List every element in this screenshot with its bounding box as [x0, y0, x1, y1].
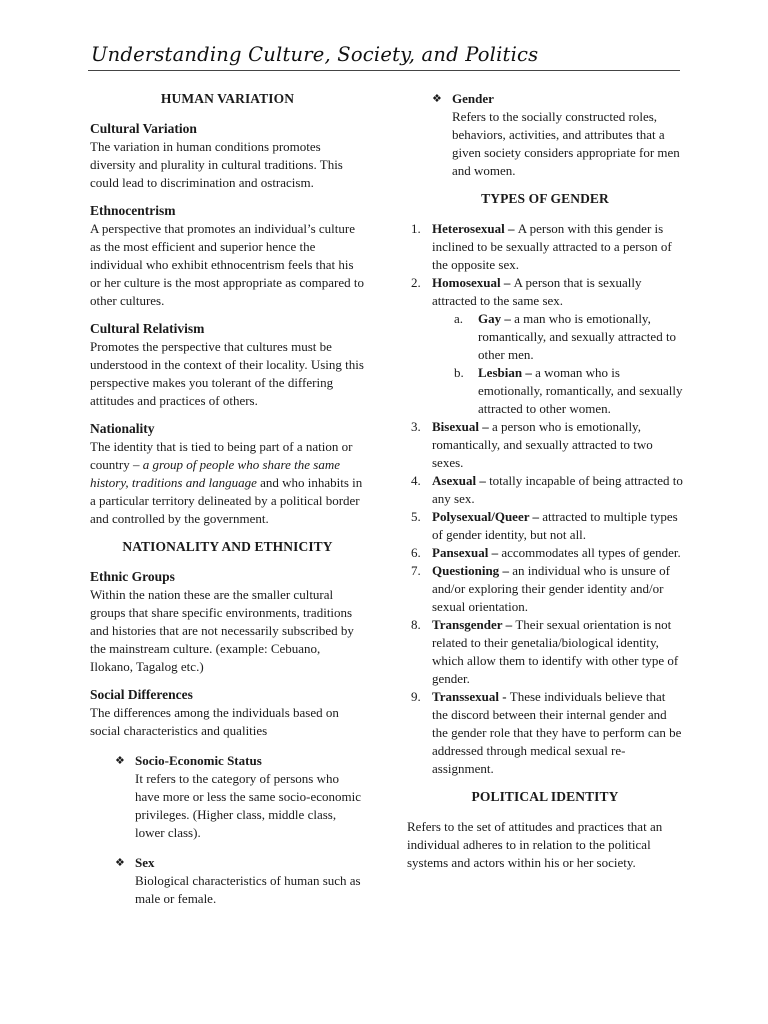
social-differences-title: Social Differences: [90, 687, 193, 702]
diamond-bullet-icon: ❖: [115, 857, 125, 869]
ethnocentrism-text: A perspective that promotes an individual’s culture as the most efficient and superior hence the individual who exhibit ethnocentrism feels that his or her culture is the most appropriate as compared to other cultures.: [90, 221, 364, 308]
gender-text: Refers to the socially constructed roles, behaviors, activities, and attributes that a given society considers appropriate for men and women.: [452, 109, 680, 178]
nationality-text-italic: a group of people who share the same history, traditions and language: [90, 457, 340, 490]
list-item: 8. Transgender – Their sexual orientation is not related to their genetalia/biological identity, which allow them to identify with other type of gender.: [411, 617, 679, 686]
social-differences-text: The differences among the individuals based on social characteristics and qualities: [90, 705, 339, 738]
sex-text: Biological characteristics of human such as male or female.: [135, 873, 361, 906]
ethnic-groups-block: [90, 568, 365, 676]
left-column: [90, 90, 365, 908]
cultural-relativism-title: Cultural Relativism: [90, 321, 205, 336]
nationality-block: [90, 420, 365, 528]
list-item: 3. Bisexual – a person who is emotionally, romantically, and sexually attracted to two sexes.: [411, 419, 653, 470]
political-identity-text: Refers to the set of attitudes and practices that an individual adheres to in relation to the political systems and actors within his or her society.: [407, 819, 663, 870]
list-item: 5. Polysexual/Queer – attracted to multiple types of gender identity, but not all.: [411, 509, 678, 542]
nationality-title: Nationality: [90, 421, 155, 436]
diamond-bullet-icon: ❖: [115, 755, 125, 767]
list-item: b. Lesbian – a woman who is emotionally, romantically, and sexually attracted to other women.: [454, 365, 683, 416]
ses-bullet: [90, 752, 365, 842]
gender-title: Gender: [452, 91, 494, 106]
cultural-variation-title: Cultural Variation: [90, 121, 197, 136]
nationality-text: [90, 438, 365, 528]
list-item: 6. Pansexual – accommodates all types of gender.: [411, 545, 681, 560]
right-column: [407, 90, 683, 872]
ses-text: It refers to the category of persons who have more or less the same socio-economic privileges. (Higher class, middle class, lower class).: [135, 771, 361, 840]
list-item: 9. Transsexual - These individuals believe that the discord between their internal gender and the gender role that they have to perform can be addressed through medical sexual re-assignment.: [411, 689, 682, 776]
header-divider: [88, 70, 680, 71]
section-title-nationality-ethnicity: NATIONALITY AND ETHNICITY: [122, 539, 333, 554]
cultural-relativism-block: [90, 320, 365, 410]
diamond-bullet-icon: ❖: [432, 93, 442, 105]
ethnocentrism-title: Ethnocentrism: [90, 203, 176, 218]
list-item: 7. Questioning – an individual who is unsure of and/or exploring their gender identity and/or sexual orientation.: [411, 563, 670, 614]
list-item: 4. Asexual – totally incapable of being attracted to any sex.: [411, 473, 683, 506]
gender-types-list: [407, 220, 683, 778]
section-title-human-variation: HUMAN VARIATION: [160, 91, 295, 106]
ses-title: Socio-Economic Status: [135, 753, 262, 768]
cultural-variation-text: The variation in human conditions promotes diversity and plurality in cultural traditions. This could lead to discrimination and ostracism.: [90, 139, 343, 190]
cultural-variation-block: [90, 120, 365, 192]
gender-bullet: [407, 90, 683, 180]
list-item: a. Gay – a man who is emotionally, romantically, and sexually attracted to other men.: [454, 311, 677, 362]
page-header-title: Understanding Culture, Society, and Politics: [91, 43, 539, 66]
list-item: 2. Homosexual – A person that is sexually attracted to the same sex. a. Gay – a man who is emotionally, romantically, and sexually attracted to other men. b. Lesbian – a woman who is emotionally, romantically, and sexually attracted to other women.: [411, 275, 683, 416]
ethnocentrism-block: [90, 202, 365, 310]
social-differences-block: [90, 686, 365, 740]
nationality-text-start: The identity that is tied to being part of a nation or country –: [90, 439, 353, 472]
sex-bullet: [90, 854, 365, 908]
nationality-text-end: and who inhabits in a particular territory delineated by a political border and controlled by the government.: [90, 475, 363, 526]
ethnic-groups-title: Ethnic Groups: [90, 569, 175, 584]
cultural-relativism-text: Promotes the perspective that cultures must be understood in the context of their locality. Using this perspective makes you tolerant of the differing attitudes and practices of others.: [90, 339, 364, 408]
ethnic-groups-text: Within the nation these are the smaller cultural groups that share specific environments, traditions and histories that are not necessarily subscribed by the mainstream culture. (example: Cebuano, Ilokano, Tagalog etc.): [90, 587, 354, 674]
homosexual-sub-list: [432, 310, 683, 418]
list-item: 1. Heterosexual – A person with this gender is inclined to be sexually attracted to a person of the opposite sex.: [411, 221, 672, 272]
section-title-political-identity: POLITICAL IDENTITY: [471, 789, 619, 804]
sex-title: Sex: [135, 855, 155, 870]
section-title-types-of-gender: TYPES OF GENDER: [481, 191, 609, 206]
